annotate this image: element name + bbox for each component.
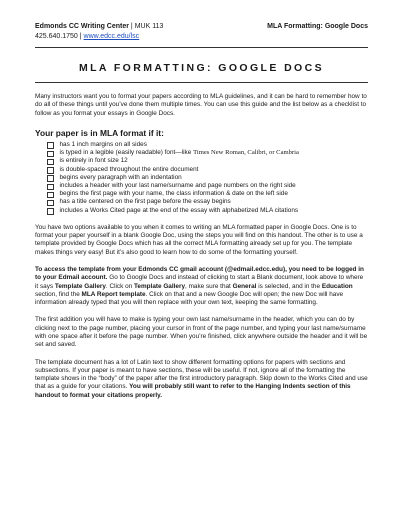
checkbox-icon[interactable] <box>47 200 54 207</box>
document-label: MLA Formatting: Google Docs <box>267 23 368 30</box>
page-title: MLA FORMATTING: GOOGLE DOCS <box>78 62 325 74</box>
header-left: Edmonds CC Writing Center | MUK 113 425.640.1750 | www.edcc.edu/lsc <box>35 23 164 40</box>
page-header <box>35 22 368 41</box>
checkbox-icon[interactable] <box>47 208 54 215</box>
checklist-item: has a title centered on the first page before the essay begins <box>47 198 368 206</box>
checklist-item: begins the first page with your name, the class information & date on the left side <box>47 190 368 198</box>
template-paragraph: To access the template from your Edmonds CC gmail account (@edmail.edcc.edu), you need to be logged in to your Edmail account. Go to Google Docs and instead of clicking to start a Blank document, look above to where it says Template Gallery. Click on Template Gallery, make sure that General is selected, and in the Education section, find the MLA Report template. Click on that and a new Google Doc will open; the new Doc will have information already typed that you will then replace with your own text, keeping the same formatting. <box>35 265 364 307</box>
options-paragraph: You have two options available to you when it comes to writing an MLA formatted paper in Google Docs. One is to format your paper yourself in a blank Google Doc, using the steps you will find on this handout. The other is to use a template provided by Google Docs which has all the correct MLA formatting already set up for you. The template makes things very easy! But it’s also good to learn how to do some of the formatting yourself. <box>35 223 363 256</box>
checkbox-icon[interactable] <box>47 142 54 149</box>
checklist-item: includes a Works Cited page at the end of the essay with alphabetized MLA citations <box>47 207 368 215</box>
checklist-item: is typed in a legible (easily readable) font—like Times New Roman, Calibri, or Cambria <box>47 149 368 157</box>
checkbox-icon[interactable] <box>47 184 54 191</box>
checklist-item: is double-spaced throughout the entire document <box>47 166 368 174</box>
checkbox-icon[interactable] <box>47 167 54 174</box>
checkbox-icon[interactable] <box>47 192 54 199</box>
checklist-heading: Your paper is in MLA format if it: <box>35 127 164 138</box>
title-divider <box>35 82 368 83</box>
checklist <box>47 141 368 215</box>
website-link[interactable]: www.edcc.edu/lsc <box>83 32 140 40</box>
header-paragraph: The first addition you will have to make is typing your own last name/surname in the header, which you can do by clicking next to the page number, placing your cursor in front of the page number, and typing your last name/surname with one space after it before the page number. When you’re finished, click anywhere outside the header and it will be set and saved. <box>35 316 368 349</box>
checkbox-icon[interactable] <box>47 175 54 182</box>
checklist-item: includes a header with your last name/surname and page numbers on the right side <box>47 182 368 190</box>
phone-number: 425.640.1750 <box>35 32 78 40</box>
org-name: Edmonds CC Writing Center <box>35 23 129 30</box>
intro-paragraph: Many instructors want you to format your papers according to MLA guidelines, and it can be hard to remember how to do all of these things until you’ve done them multiple times. You can use this guide and the list below as a checklist to follow as you format your essays in Google Docs. <box>35 93 367 117</box>
checklist-item: has 1 inch margins on all sides <box>47 141 368 149</box>
room-number: MUK 113 <box>134 23 164 30</box>
checklist-item: is entirely in font size 12 <box>47 157 368 165</box>
checkbox-icon[interactable] <box>47 159 54 166</box>
checkbox-icon[interactable] <box>47 151 54 158</box>
font-examples: Times New Roman, Calibri, or Cambria <box>193 149 299 157</box>
latin-paragraph: The template document has a lot of Latin text to show different formatting options for papers with sections and subsections. If your paper is meant to have sections, these will be useful. If not, ignore all of the formatting the template shows in the “body” of the paper after the first introductory paragraph. Skip down to the Works Cited and use that as a guide for your citations. You will probably still want to refer to the Hanging Indents section of this handout to format your citations properly. <box>35 358 368 399</box>
checklist-item: begins every paragraph with an indentation <box>47 174 368 182</box>
header-divider <box>35 47 368 48</box>
